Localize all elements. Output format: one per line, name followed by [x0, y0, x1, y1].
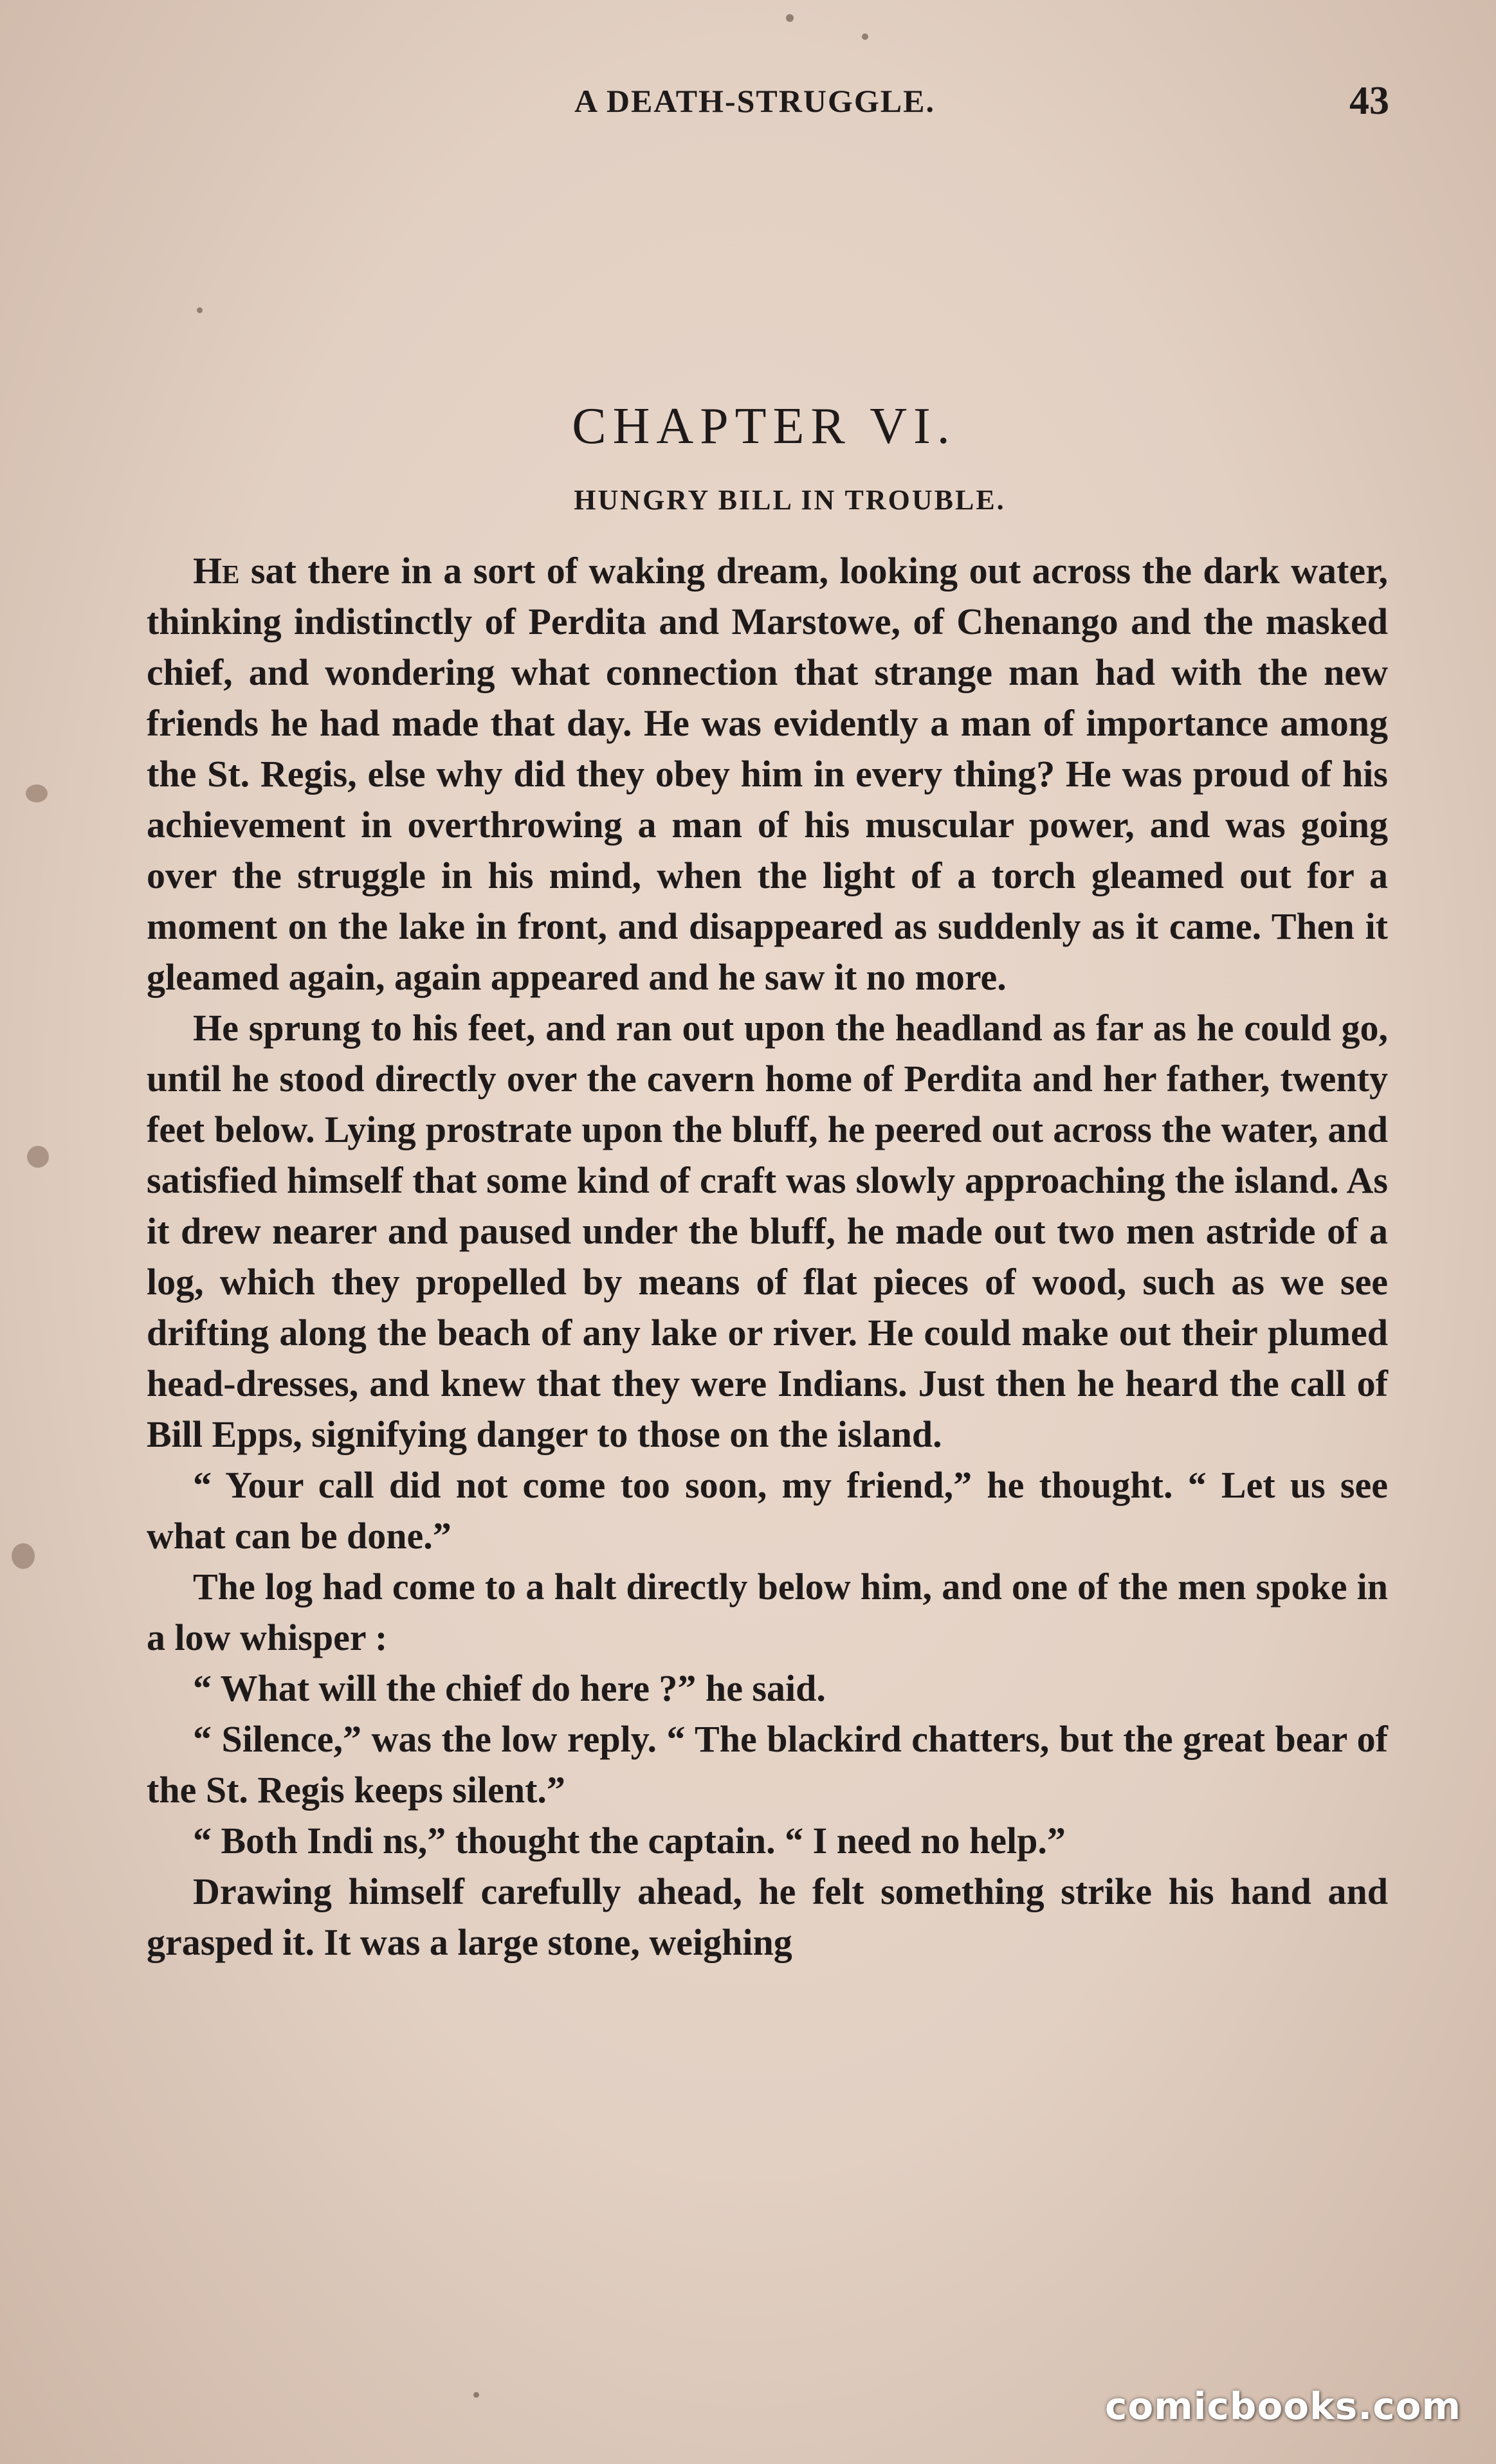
paragraph: He sprung to his feet, and ran out upon the headland as far as he could go, until he stood directly over the cavern home of Perdita and her father, twenty feet below. Lying prostrate upon the bluff, he peered out across the water, and satisfied himself that some kind of craft was slowly approaching the island. As it drew nearer and paused under the bluff, he made out two men astride of a log, which they propelled by means of flat pieces of wood, such as we see drifting along the beach of any lake or river. He could make out their plumed head-dresses, and knew that they were Indians. Just then he heard the call of Bill Epps, signifying danger to those on the island. [147, 1007, 1388, 1455]
watermark: comicbooks.com [1105, 2384, 1461, 2428]
body-text [147, 545, 1388, 1968]
chapter-subtitle: HUNGRY BILL IN TROUBLE. [574, 484, 1006, 516]
paragraph-text: sat there in a sort of waking dream, looking out across the dark water, thinking indistinctly of Perdita and Marstowe, of Chenango and the masked chief, and wondering what connection that strange man had with the new friends he had made that day. He was evidently a man of importance among the St. Regis, else why did they obey him in every thing? He was proud of his achievement in overthrowing a man of his muscular power, and was going over the struggle in his mind, when the light of a torch gleamed out for a moment on the lake in front, and disappeared as suddenly as it came. Then it gleamed again, again appeared and he saw it no more. [147, 550, 1388, 998]
paragraph: “ Your call did not come too soon, my friend,” he thought. “ Let us see what can be done.” [147, 1464, 1388, 1557]
paragraph: “ Both Indi ns,” thought the captain. “ I need no help.” [193, 1820, 1066, 1862]
paragraph [147, 545, 1388, 1002]
page-number: 43 [1349, 79, 1389, 123]
chapter-title: CHAPTER VI. [572, 398, 956, 455]
paper-speck [862, 33, 868, 40]
running-title: A DEATH-STRUGGLE. [574, 83, 935, 119]
paragraph: “ Silence,” was the low reply. “ The blackird chatters, but the great bear of the St. Regis keeps silent.” [147, 1718, 1388, 1811]
binding-hole [26, 784, 48, 802]
paper-speck [786, 14, 794, 22]
running-head [0, 79, 1496, 134]
paragraph: “ What will the chief do here ?” he said. [193, 1667, 826, 1709]
paragraph: Drawing himself carefully ahead, he felt something strike his hand and grasped it. It was a large stone, weighing [147, 1871, 1388, 1963]
paragraph-lead-word: He [193, 550, 240, 592]
binding-hole [27, 1146, 49, 1168]
paragraph: The log had come to a halt directly below him, and one of the men spoke in a low whisper : [147, 1566, 1388, 1658]
paper-speck [197, 307, 203, 313]
paper-speck [473, 2392, 479, 2398]
binding-hole [12, 1543, 35, 1569]
